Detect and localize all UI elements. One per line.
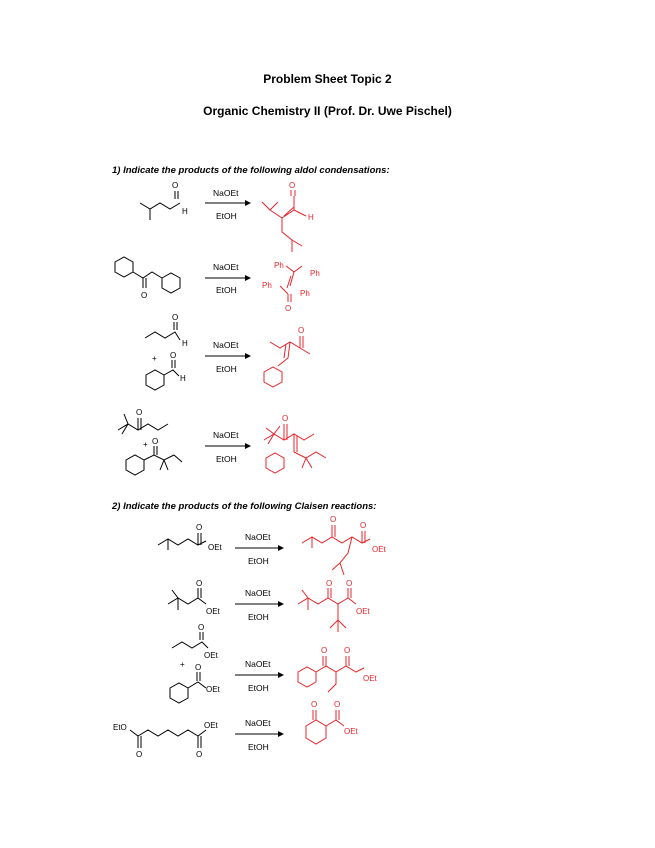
reaction-2c-product: [298, 646, 378, 692]
reagent-bottom: EtOH: [216, 454, 237, 464]
atom-label: EtO: [113, 723, 127, 732]
reaction-1d-reactants: [118, 408, 182, 475]
atom-label: Ph: [262, 281, 272, 290]
section-1-heading: 1) Indicate the products of the following aldol condensations:: [112, 165, 390, 176]
atom-label: Ph: [300, 289, 310, 298]
atom-label: O: [195, 663, 202, 672]
atom-label: O: [298, 326, 305, 335]
reaction-1a-arrow: [205, 188, 250, 221]
reaction-1d-arrow: [205, 430, 250, 464]
reaction-1a-product: [262, 181, 314, 252]
atom-label: O: [196, 750, 203, 759]
reaction-2b-product: [298, 579, 371, 632]
atom-label: O: [172, 313, 179, 322]
reagent-top: NaOEt: [213, 188, 239, 198]
atom-label: O: [330, 515, 337, 524]
reagent-bottom: EtOH: [216, 285, 237, 295]
reaction-2c-reactants: [170, 623, 221, 703]
reagent-top: NaOEt: [245, 588, 271, 598]
atom-label: H: [308, 213, 314, 222]
reaction-2d-reactant: [113, 721, 219, 759]
atom-label: O: [360, 521, 367, 530]
plus-sign: +: [180, 660, 185, 669]
atom-label: OEt: [363, 674, 377, 683]
atom-label: O: [196, 579, 203, 588]
atom-label: O: [334, 700, 341, 709]
atom-label: OEt: [204, 651, 218, 660]
plus-sign: +: [143, 440, 148, 449]
atom-label: OEt: [206, 607, 220, 616]
reaction-1b-product: [262, 261, 320, 313]
reagent-bottom: EtOH: [216, 211, 237, 221]
atom-label: H: [182, 339, 188, 348]
atom-label: H: [180, 374, 186, 383]
reaction-2d-product: [306, 700, 359, 744]
reagent-top: NaOEt: [245, 659, 271, 669]
reaction-1a-reactant: [140, 181, 188, 220]
atom-label: O: [344, 646, 351, 655]
reaction-1b-arrow: [205, 262, 250, 295]
reaction-2b-reactant: [168, 579, 221, 616]
atom-label: Ph: [310, 269, 320, 278]
reaction-1c-product: [264, 326, 310, 387]
reagent-bottom: EtOH: [216, 364, 237, 374]
reaction-2a-arrow: [235, 532, 283, 566]
atom-label: OEt: [356, 607, 370, 616]
reagent-top: NaOEt: [213, 430, 239, 440]
reagent-bottom: EtOH: [248, 742, 269, 752]
atom-label: O: [289, 181, 296, 190]
reagent-bottom: EtOH: [248, 683, 269, 693]
section-2-heading: 2) Indicate the products of the following Claisen reactions:: [112, 501, 377, 512]
atom-label: O: [346, 579, 353, 588]
page-title: Problem Sheet Topic 2: [263, 72, 392, 86]
atom-label: O: [311, 700, 318, 709]
page-subtitle: Organic Chemistry II (Prof. Dr. Uwe Pischel): [203, 104, 452, 118]
reaction-2a-reactant: [158, 523, 223, 552]
atom-label: H: [182, 207, 188, 216]
plus-sign: +: [152, 354, 157, 363]
atom-label: O: [196, 523, 203, 532]
atom-label: O: [282, 414, 289, 423]
reaction-2c-arrow: [235, 659, 283, 693]
atom-label: O: [172, 181, 179, 190]
reaction-1c-arrow: [205, 340, 250, 374]
reagent-top: NaOEt: [245, 532, 271, 542]
atom-label: O: [170, 351, 177, 360]
reaction-1b-reactant: [115, 257, 180, 300]
atom-label: OEt: [372, 545, 386, 554]
atom-label: O: [141, 291, 148, 300]
atom-label: Ph: [274, 261, 284, 270]
reaction-2b-arrow: [235, 588, 283, 622]
atom-label: OEt: [208, 543, 222, 552]
reagent-top: NaOEt: [245, 718, 271, 728]
reagent-top: NaOEt: [213, 262, 239, 272]
reaction-1d-product: [264, 414, 326, 473]
reagent-bottom: EtOH: [248, 612, 269, 622]
reaction-2a-product: [302, 515, 387, 575]
reagent-top: NaOEt: [213, 340, 239, 350]
atom-label: O: [285, 304, 292, 313]
atom-label: OEt: [344, 727, 358, 736]
atom-label: O: [136, 408, 143, 417]
atom-label: O: [152, 437, 159, 446]
atom-label: O: [321, 646, 328, 655]
reagent-bottom: EtOH: [248, 556, 269, 566]
atom-label: O: [326, 579, 333, 588]
atom-label: O: [136, 750, 143, 759]
reaction-2d-arrow: [235, 718, 283, 752]
reaction-1c-reactants: [145, 313, 188, 390]
atom-label: OEt: [204, 721, 218, 730]
atom-label: O: [198, 623, 205, 632]
atom-label: OEt: [206, 685, 220, 694]
